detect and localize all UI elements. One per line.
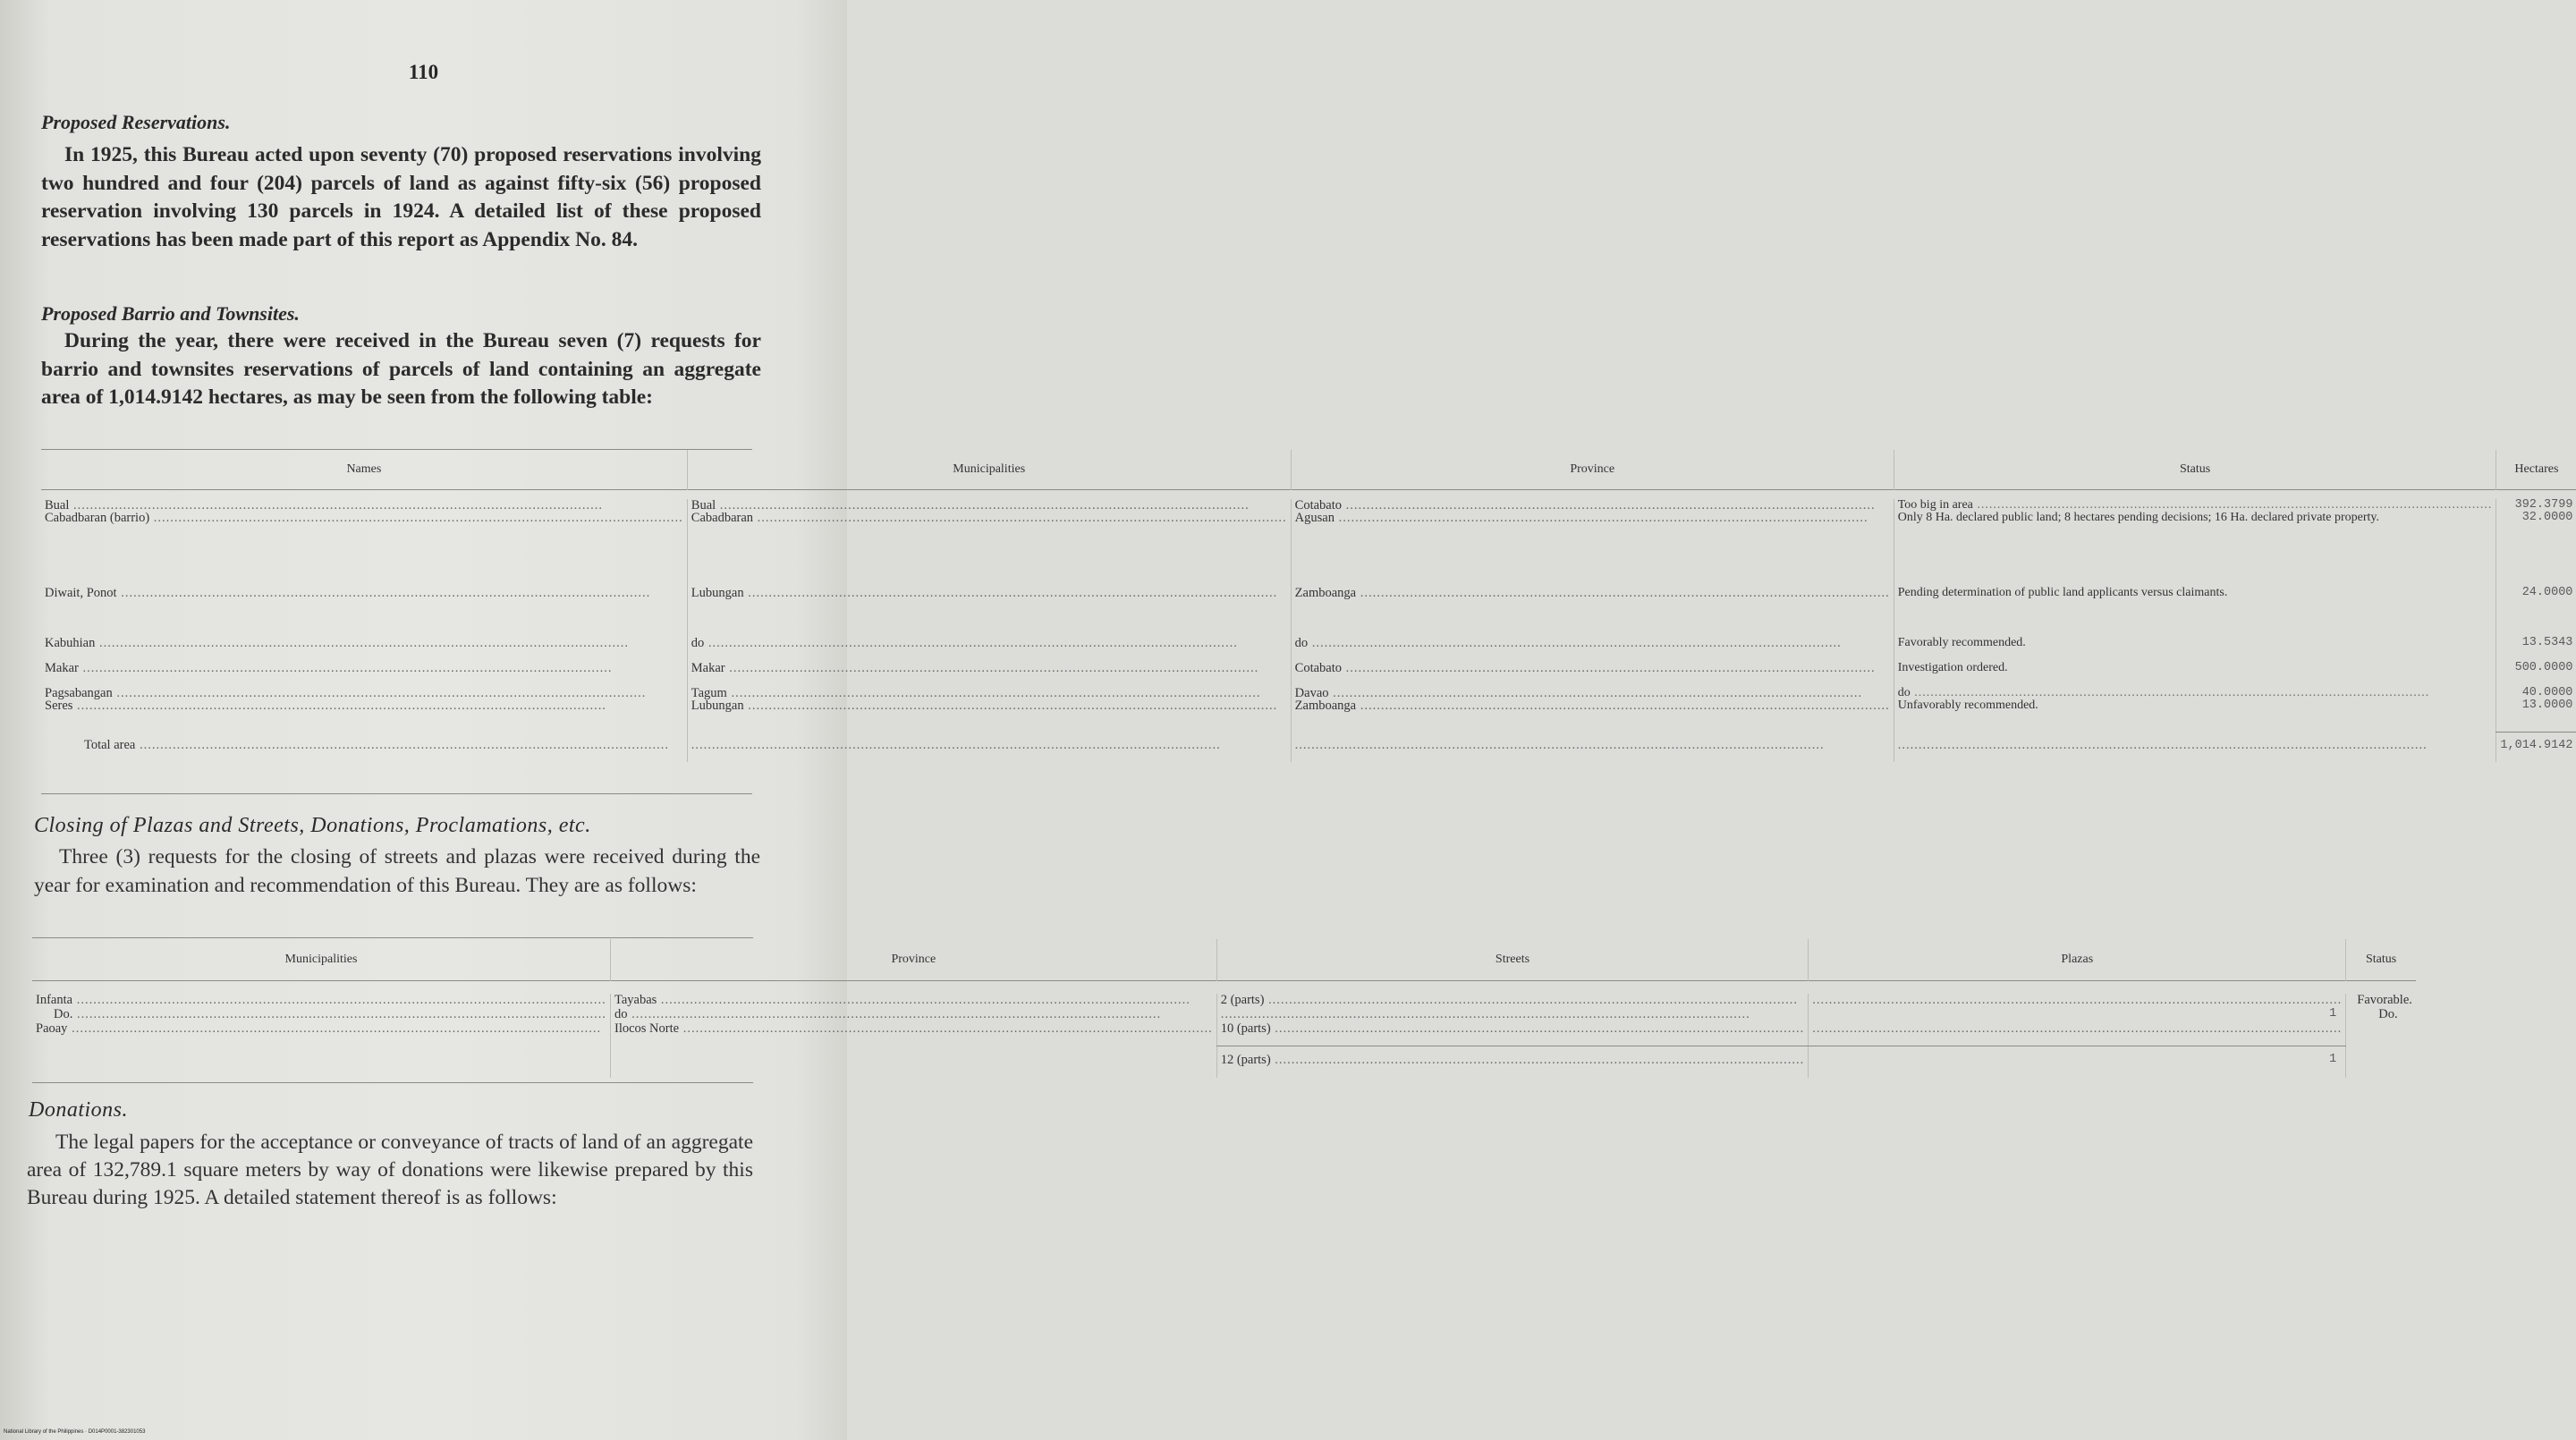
- cell-province: Cotabato .....: [1291, 499, 1894, 512]
- col-header-streets: Streets: [1216, 939, 1809, 981]
- cell-municipality: Cabadbaran .....: [687, 512, 1291, 587]
- table-header-row: [32, 939, 2416, 981]
- cell-total-streets: 12 (parts) .....: [1216, 1046, 1809, 1078]
- cell-plazas: 1: [1809, 1008, 2346, 1022]
- cell-streets: 10 (parts) .....: [1216, 1022, 1809, 1046]
- heading-barrio-townsites: Proposed Barrio and Townsites.: [41, 302, 300, 325]
- cell-municipality: Lubungan .....: [687, 587, 1291, 637]
- cell-plazas: [1809, 1022, 2346, 1046]
- paragraph-text: The legal papers for the acceptance or conveyance of tracts of land of an aggregate area of 132,789.1 square meters by way of donations were likewise prepared by this Bureau during 1925. A detailed statement thereof is as follows:: [27, 1131, 753, 1209]
- cell-empty: [610, 1046, 1216, 1078]
- cell-empty: [2346, 1046, 2416, 1078]
- page-number: 110: [408, 61, 439, 83]
- paragraph-text: In 1925, this Bureau acted upon seventy (70) proposed reservations involving two hundred and four (204) parcels of land as against fifty-six (56) proposed reservation involving 130 parcels in 1924. A detailed list of these proposed reservations has been made part of this report as Appendix No. 84.: [41, 143, 761, 251]
- cell-status: Investigation ordered.: [1894, 662, 2496, 687]
- table1-bottom-rule: [41, 793, 752, 794]
- cell-status: Only 8 Ha. declared public land; 8 hectares pending decisions; 16 Ha. declared private property.: [1894, 512, 2496, 587]
- cell-hectares: 392.3799: [2496, 499, 2576, 512]
- col-header-hectares: Hectares: [2496, 450, 2576, 490]
- cell-hectares: 13.5343: [2496, 637, 2576, 662]
- cell-empty: [1291, 732, 1894, 762]
- cell-name: Diwait, Ponot .....: [41, 587, 687, 637]
- cell-hectares: 40.0000: [2496, 687, 2576, 699]
- townsites-table: [41, 450, 2576, 762]
- table-total-row: [41, 732, 2576, 762]
- cell-province: Zamboanga .....: [1291, 699, 1894, 732]
- col-header-municipalities: Municipalities: [284, 953, 358, 966]
- cell-status: Too big in area .....: [1894, 499, 2496, 512]
- table-row: [41, 637, 2576, 662]
- cell-status: [2346, 1022, 2416, 1046]
- cell-province: Davao .....: [1291, 687, 1894, 699]
- table-row: [32, 994, 2416, 1008]
- heading-proposed-reservations: Proposed Reservations.: [41, 111, 231, 133]
- cell-name: Bual .....: [41, 499, 687, 512]
- cell-status: Favorably recommended.: [1894, 637, 2496, 662]
- table-header-row: [41, 450, 2576, 490]
- cell-municipality: Infanta .....: [32, 994, 610, 1008]
- table-row: [41, 662, 2576, 687]
- cell-province: Zamboanga .....: [1291, 587, 1894, 637]
- table-row: [32, 1008, 2416, 1022]
- paragraph-donations: [27, 1129, 753, 1212]
- table-row: [32, 1022, 2416, 1046]
- col-header-names: Names: [346, 462, 382, 476]
- cell-province: Cotabato .....: [1291, 662, 1894, 687]
- heading-closing-plazas: Closing of Plazas and Streets, Donations, Proclamations, etc.: [34, 814, 591, 837]
- table2-top-rule: [32, 937, 753, 938]
- cell-name: Makar .....: [41, 662, 687, 687]
- cell-status: Do.: [2346, 1008, 2416, 1022]
- cell-empty: [1894, 732, 2496, 762]
- cell-total-label: Total area .....: [41, 732, 687, 762]
- table-total-row: [32, 1046, 2416, 1078]
- col-header-status: Status: [2346, 939, 2416, 981]
- cell-name: Pagsabangan .....: [41, 687, 687, 699]
- paragraph-barrio-townsites: [41, 327, 761, 412]
- cell-empty: [32, 1046, 610, 1078]
- table-row: [41, 699, 2576, 732]
- cell-streets: 2 (parts) .....: [1216, 994, 1809, 1008]
- col-header-province: Province: [610, 939, 1216, 981]
- cell-status: Unfavorably recommended.: [1894, 699, 2496, 732]
- cell-province: Agusan .....: [1291, 512, 1894, 587]
- paragraph-proposed-reservations: [41, 141, 761, 254]
- table-row: [41, 499, 2576, 512]
- cell-status: do .....: [1894, 687, 2496, 699]
- cell-streets: [1216, 1008, 1809, 1022]
- cell-name: Kabuhian .....: [41, 637, 687, 662]
- table2-bottom-rule: [32, 1082, 753, 1083]
- table-row: [41, 687, 2576, 699]
- col-header-plazas: Plazas: [1809, 939, 2346, 981]
- cell-municipality: Makar .....: [687, 662, 1291, 687]
- cell-name: Seres .....: [41, 699, 687, 732]
- heading-donations: Donations.: [29, 1098, 129, 1122]
- cell-municipality: Do. .....: [32, 1008, 610, 1022]
- cell-municipality: Paoay .....: [32, 1022, 610, 1046]
- cell-province: do .....: [1291, 637, 1894, 662]
- paragraph-closing-plazas: [34, 843, 760, 900]
- cell-province: Ilocos Norte .....: [610, 1022, 1216, 1046]
- table-row: [41, 512, 2576, 587]
- cell-empty: [687, 732, 1291, 762]
- cell-hectares: 32.0000: [2496, 512, 2576, 587]
- cell-municipality: Lubungan .....: [687, 699, 1291, 732]
- cell-province: do .....: [610, 1008, 1216, 1022]
- cell-municipality: Bual .....: [687, 499, 1291, 512]
- col-header-status: Status: [1894, 450, 2496, 490]
- cell-province: Tayabas .....: [610, 994, 1216, 1008]
- cell-status: Pending determination of public land applicants versus claimants.: [1894, 587, 2496, 637]
- cell-total-value: 1,014.9142: [2496, 732, 2576, 762]
- col-header-municipalities: Municipalities: [687, 450, 1291, 490]
- cell-municipality: do .....: [687, 637, 1291, 662]
- cell-plazas: [1809, 994, 2346, 1008]
- paragraph-text: Three (3) requests for the closing of streets and plazas were received during the year for examination and recommendation of this Bureau. They are as follows:: [34, 845, 760, 897]
- cell-total-plazas: 1: [1809, 1046, 2346, 1078]
- col-header-province: Province: [1291, 450, 1894, 490]
- cell-name: Cabadbaran (barrio) .....: [41, 512, 687, 587]
- cell-hectares: 13.0000: [2496, 699, 2576, 732]
- library-footer-note: National Library of the Philippines · D014P0001-382301053: [4, 1429, 146, 1435]
- cell-hectares: 500.0000: [2496, 662, 2576, 687]
- table-row: [41, 587, 2576, 637]
- plazas-streets-table: [32, 939, 2416, 1078]
- cell-status: Favorable.: [2346, 994, 2416, 1008]
- cell-hectares: 24.0000: [2496, 587, 2576, 637]
- cell-municipality: Tagum .....: [687, 687, 1291, 699]
- paragraph-text: During the year, there were received in the Bureau seven (7) requests for barrio and townsites reservations of parcels of land containing an aggregate area of 1,014.9142 hectares, as may be seen from the following table:: [41, 329, 761, 409]
